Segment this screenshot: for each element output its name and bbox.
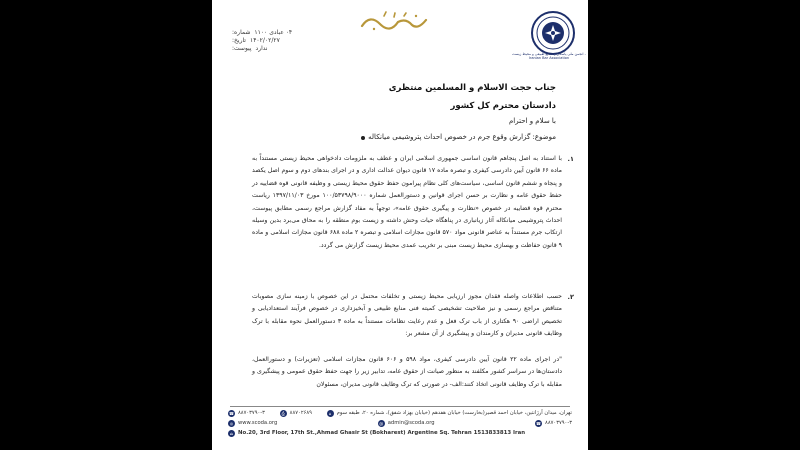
meta-attachment-row bbox=[232, 45, 352, 53]
footer-email: @ admin@scoda.org bbox=[379, 420, 435, 426]
globe-icon: ◎ bbox=[229, 420, 234, 426]
paragraph-1 bbox=[252, 153, 574, 252]
paragraph-2 bbox=[252, 291, 574, 341]
seal-caption: انجمن ملی پاسداران منابع طبیعی و محیط زیست - Iranian Bar Association bbox=[512, 52, 586, 60]
meta-date-row bbox=[232, 37, 352, 45]
email-icon: @ bbox=[379, 420, 384, 426]
bullet-icon bbox=[361, 136, 365, 140]
paragraph-text: حسب اطلاعات واصله فقدان مجوز ارزیابی محیط زیستی و تخلفات محتمل در این خصوص با زمینه سازی مصوبات متناقض مراجع رسمی و نیز صلاحیت تشخیصی کمیته فنی منابع طبیعی و آبخیزداری در خصوص فرآیند استعدادیابی و تخصیص اراضی ۹۰ هکتاری از باب ترک فعل و عدم رعایت نظامات مستنداً به ماده ۳ دستورالعمل نحوه مقابله با ترک وظایف قانونی مدیران و کارمندان و پیشگیری از آن مشعر بر: bbox=[252, 293, 562, 338]
organization-seal-icon bbox=[530, 10, 576, 56]
footer-row-3 bbox=[228, 428, 572, 438]
footer-fax: ⎙ ۸۸۷۰۲۶۸۹ bbox=[281, 410, 312, 416]
subject-line bbox=[361, 133, 556, 141]
letter-footer bbox=[228, 408, 572, 448]
meta-attachment-value: ندارد bbox=[255, 45, 268, 52]
phone-icon: ☎ bbox=[229, 410, 234, 416]
letter-page bbox=[212, 0, 588, 450]
footer-divider bbox=[230, 406, 570, 407]
paragraph-number: ۱. bbox=[567, 155, 574, 163]
footer-website: ◎ www.scoda.org bbox=[229, 420, 278, 426]
greeting: جناب حجت الاسلام و المسلمین منتظری bbox=[388, 83, 556, 93]
fax-icon: ⎙ bbox=[281, 410, 285, 416]
paragraph-text: "در اجرای ماده ۲۲ قانون آیین دادرسی کیفری، مواد ۵۹۸ و ۶۰۶ قانون مجازات اسلامی (تعزیرات) و دستورالعمل، دادستان‌ها در سراسر کشور مکلفند به منظور صیانت از حقوق عامه، تدابیر زیر را جهت حفظ حقوق عمومی و پیشگیری و مقابله با ترک وظایف قانونی اتخاذ کنند:الف- در صورتی که ترک وظایف قانونی مدیران، مسئولان bbox=[252, 356, 562, 388]
meta-number-label: شماره: bbox=[232, 29, 251, 36]
letter-meta bbox=[232, 29, 352, 53]
meta-number-value: ۰۴ عبادی ۱۱۰۰ bbox=[254, 29, 293, 36]
footer-phone-1: ☎ ۸۸۷۰۳۷۹۰-۳ bbox=[229, 410, 265, 416]
calligraphy-logo bbox=[354, 8, 434, 34]
salutation: با سلام و احترام bbox=[508, 117, 556, 125]
paragraph-number: ۲. bbox=[567, 293, 574, 301]
paragraph-text: با استناد به اصل پنجاهم قانون اساسی جمهوری اسلامی ایران و عطف به ملزومات دادخواهی محیط زیستی مستنداً به ماده ۶۶ قانون آیین دادرسی کیفری و تبصره ماده ۱۷ قانون دیوان عدالت اداری و در اجرای بندهای دوم و سوم اصل یکصد و پنجاه و ششم قانون اساسی، سیاست‌های کلی نظام پیرامون حفظ حقوق محیط زیستی و وظیفه قانونی قوه قضاییه در حفظ حقوق عامه و نظارت بر حسن اجرای قوانین و دستورالعمل شماره ۱۰۰/۵۳۷۹۸/۹۰۰۰ مورخ ۱۳۹۷/۱۱/۰۳ ریاست محترم قوه قضاییه در خصوص «نظارت و پیگیری حقوق عامه»، توجهاً به مفاد گزارش مراجع رسمی مطابق پیوست، احداث پتروشیمی میانکاله آثار زیانباری در پناهگاه حیات وحش داشته و زیست بوم منطقه را به محاق می‌برد بدین وسیله ارتکاب جرم مستنداً به عناصر قانونی مواد ۵۷۰ قانون مجازات اسلامی و تبصره ۲ ماده ۶۸۸ قانون مجازات اسلامی و ماده ۹ قانون حفاظت و بهسازی محیط زیست مبنی بر تخریب عمدی محیط زیست گزارش می گردد. bbox=[252, 155, 562, 249]
meta-number-row bbox=[232, 29, 352, 37]
location-icon: ⌂ bbox=[228, 430, 235, 437]
meta-attachment-label: پیوست: bbox=[232, 45, 252, 52]
recipient-title: دادستان محترم کل کشور bbox=[450, 101, 556, 111]
footer-phone-2: ☎ ۸۸۷۰۳۷۹۰-۳ bbox=[536, 420, 572, 426]
phone-icon: ☎ bbox=[536, 420, 542, 426]
meta-date-value: ۱۴۰۲/۰۲/۲۷ bbox=[249, 37, 280, 44]
subject-text: موضوع: گزارش وقوع جرم در خصوص احداث پتروشیمی میانکاله bbox=[368, 133, 556, 141]
meta-date-label: تاریخ: bbox=[232, 37, 246, 44]
location-icon: ⌂ bbox=[327, 410, 334, 417]
footer-address-en: ⌂ No.20, 3rd Floor, 17th St.,Ahmad Ghasir St (Bokharest) Argentine Sq. Tehran 1513833813 Iran bbox=[228, 430, 525, 437]
paragraph-3-quote bbox=[252, 354, 562, 391]
footer-row-1 bbox=[228, 408, 572, 418]
footer-address-fa: تهران، میدان آرژانتین، خیابان احمد قصیر(بخارست) خیابان هفدهم (خیابان بهزاد شفق)، شماره ۲۰، طبقه سوم ⌂ bbox=[327, 410, 572, 417]
footer-row-2 bbox=[228, 418, 572, 428]
